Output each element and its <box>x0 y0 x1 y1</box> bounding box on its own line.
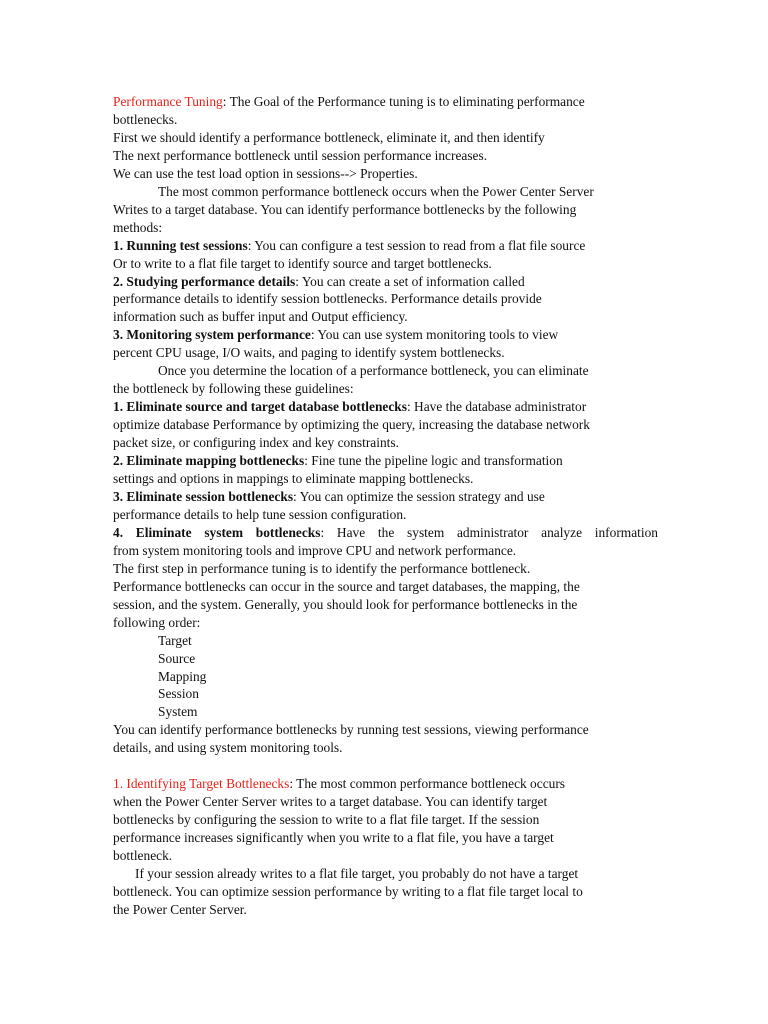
once-line-2: the bottleneck by following these guidelines: <box>113 381 354 397</box>
order-item-session: Session <box>158 686 199 702</box>
target-section-line-3: bottlenecks by configuring the session to write to a flat file target. If the session <box>113 812 540 828</box>
method-1-text: : You can configure a test session to read from a flat file source <box>247 237 586 253</box>
target-section-line-1 <box>113 775 658 793</box>
guideline-2-title: 2. Eliminate mapping bottlenecks <box>113 453 305 469</box>
method-3-text: : You can use system monitoring tools to view <box>310 327 559 343</box>
first-step-line-3: session, and the system. Generally, you should look for performance bottlenecks in the <box>113 596 578 612</box>
guideline-2-text: : Fine tune the pipeline logic and transformation <box>304 453 563 469</box>
guideline-2 <box>113 452 658 470</box>
order-item-system: System <box>158 704 198 720</box>
target-heading-colon: : <box>289 776 294 792</box>
target-para2-line-1: If your session already writes to a flat file target, you probably do not have a target <box>135 865 579 881</box>
method-3 <box>113 326 658 344</box>
once-line-1: Once you determine the location of a performance bottleneck, you can eliminate <box>158 363 589 379</box>
common-line-3: methods: <box>113 219 163 235</box>
guideline-2-cont-1: settings and options in mappings to eliminate mapping bottlenecks. <box>113 471 474 487</box>
guideline-4-text: : Have the system administrator analyze information <box>320 524 658 540</box>
method-2-cont-2: information such as buffer input and Output efficiency. <box>113 309 408 325</box>
guideline-4-cont-1: from system monitoring tools and improve CPU and network performance. <box>113 542 517 558</box>
heading-colon: : <box>222 94 227 109</box>
guideline-4-title: 4. Eliminate system bottlenecks <box>113 524 321 540</box>
first-step-line-2: Performance bottlenecks can occur in the source and target databases, the mapping, the <box>113 578 580 594</box>
guideline-3-title: 3. Eliminate session bottlenecks <box>113 488 294 504</box>
identifying-target-heading: 1. Identifying Target Bottlenecks <box>113 776 290 792</box>
identify-line-1: You can identify performance bottlenecks by running test sessions, viewing performance <box>113 722 589 738</box>
performance-tuning-heading: Performance Tuning <box>113 94 223 109</box>
method-2-title: 2. Studying performance details <box>113 273 296 289</box>
identify-line-2: details, and using system monitoring tools. <box>113 740 343 756</box>
guideline-1-cont-2: packet size, or configuring index and key constraints. <box>113 435 399 451</box>
intro-line-3: First we should identify a performance bottleneck, eliminate it, and then identify <box>113 129 545 145</box>
common-line-1: The most common performance bottleneck occurs when the Power Center Server <box>158 183 594 199</box>
intro-line-1 <box>113 93 658 111</box>
method-1 <box>113 237 658 255</box>
common-line-2: Writes to a target database. You can identify performance bottlenecks by the following <box>113 201 577 217</box>
method-1-cont-1: Or to write to a flat file target to identify source and target bottlenecks. <box>113 255 492 271</box>
order-item-source: Source <box>158 650 196 666</box>
method-3-cont-1: percent CPU usage, I/O waits, and paging to identify system bottlenecks. <box>113 345 505 361</box>
target-para2-line-3: the Power Center Server. <box>113 901 247 917</box>
method-2 <box>113 273 658 291</box>
guideline-1-text: : Have the database administrator <box>406 399 587 415</box>
document-page <box>113 93 658 919</box>
first-step-line-1: The first step in performance tuning is to identify the performance bottleneck. <box>113 560 531 576</box>
guideline-3-text: : You can optimize the session strategy and use <box>293 488 545 504</box>
guideline-4 <box>113 524 658 542</box>
target-section-line-1-text: The most common performance bottleneck occurs <box>293 776 566 792</box>
target-section-line-2: when the Power Center Server writes to a target database. You can identify target <box>113 794 548 810</box>
target-section-line-5: bottleneck. <box>113 848 173 864</box>
method-3-title: 3. Monitoring system performance <box>113 327 311 343</box>
intro-line-5: We can use the test load option in sessions--> Properties. <box>113 165 418 181</box>
guideline-1-title: 1. Eliminate source and target database bottlenecks <box>113 399 407 415</box>
guideline-3-cont-1: performance details to help tune session configuration. <box>113 506 407 522</box>
target-section-line-4: performance increases significantly when you write to a flat file, you have a target <box>113 830 554 846</box>
intro-line-4: The next performance bottleneck until session performance increases. <box>113 147 488 163</box>
guideline-1-cont-1: optimize database Performance by optimizing the query, increasing the database network <box>113 417 590 433</box>
method-2-cont-1: performance details to identify session bottlenecks. Performance details provide <box>113 291 542 307</box>
intro-line-2: bottlenecks. <box>113 111 178 127</box>
first-step-line-4: following order: <box>113 614 201 630</box>
target-para2-line-2: bottleneck. You can optimize session performance by writing to a flat file target local to <box>113 883 583 899</box>
method-2-text: : You can create a set of information called <box>295 273 525 289</box>
intro-line-1-text: The Goal of the Performance tuning is to eliminating performance <box>226 94 585 109</box>
order-item-target: Target <box>158 632 192 648</box>
blank-line <box>113 757 658 775</box>
guideline-3 <box>113 488 658 506</box>
method-1-title: 1. Running test sessions <box>113 237 248 253</box>
order-item-mapping: Mapping <box>158 668 207 684</box>
guideline-1 <box>113 398 658 416</box>
